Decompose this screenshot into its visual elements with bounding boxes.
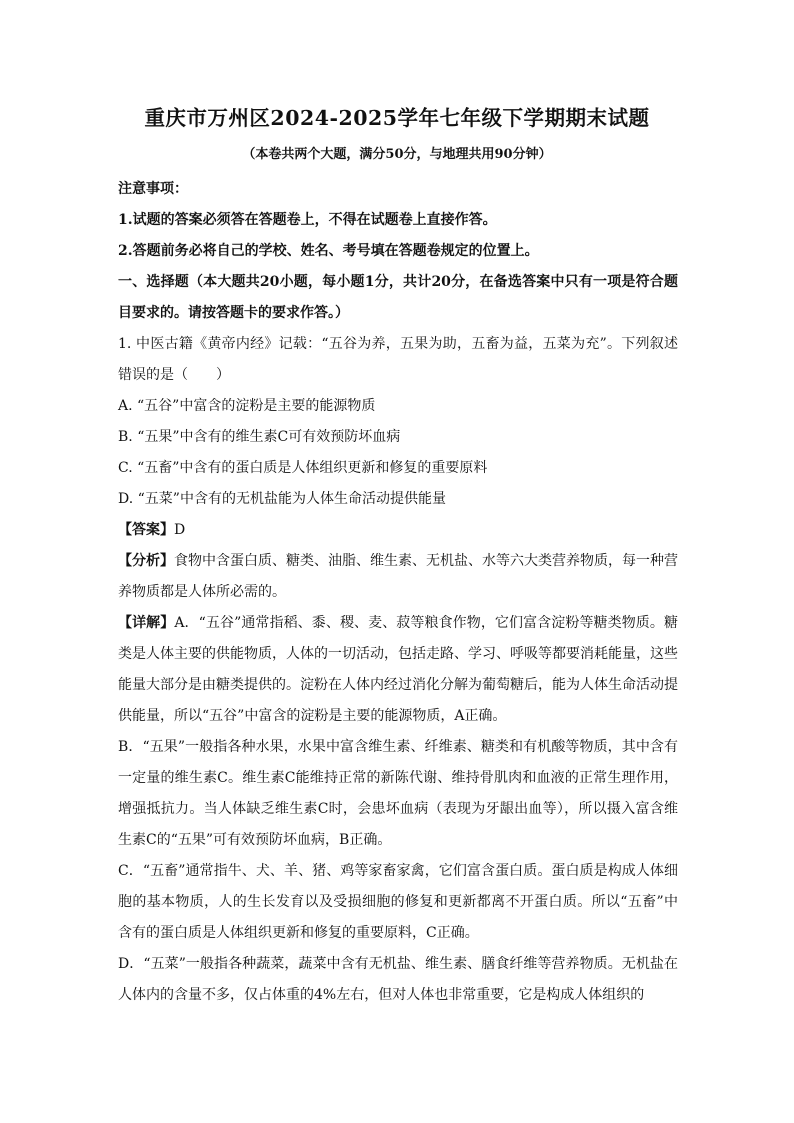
question-stem: 1. 中医古籍《黄帝内经》记载：“五谷为养，五果为助，五畜为益，五菜为充”。下列叙述错误的是（ ） (118, 336, 678, 383)
notice-item-1: 1.试题的答案必须答在答题卷上，不得在试题卷上直接作答。 (118, 212, 497, 228)
analysis-tag: 【分析】 (118, 553, 174, 569)
detail-paragraph-b: B．“五果”一般指各种水果，水果中富含维生素、纤维素、糖类和有机酸等物质，其中含有一定量的维生素C。维生素C能维持正常的新陈代谢、维持骨肌肉和血液的正常生理作用，增强抵抗力。当人体缺乏维生素C时，会患坏血病（表现为牙龈出血等），所以摄入富含维生素C的“五果”可有效预防坏血病，B正确。 (118, 739, 678, 848)
analysis-text: 食物中含蛋白质、糖类、油脂、维生素、无机盐、水等六大类营养物质，每一种营养物质都是人体所必需的。 (118, 553, 678, 600)
detail-text-a: A．“五谷”通常指稻、黍、稷、麦、菽等粮食作物，它们富含淀粉等糖类物质。糖类是人体主要的供能物质，人体的一切活动，包括走路、学习、呼吸等都要消耗能量，这些能量大部分是由糖类提供的。淀粉在人体内经过消化分解为葡萄糖后，能为人体生命活动提供能量，所以“五谷”中富含的淀粉是主要的能源物质，A正确。 (118, 615, 678, 724)
notice-heading: 注意事项： (118, 181, 188, 197)
notice-item-2: 2.答题前务必将自己的学校、姓名、考号填在答题卷规定的位置上。 (118, 243, 539, 259)
document-body (118, 174, 678, 1011)
section-heading: 一、选择题（本大题共20小题，每小题1分，共计20分，在备选答案中只有一项是符合题目要求的。请按答题卡的要求作答。） (118, 274, 678, 321)
option-d: D. “五菜”中含有的无机盐能为人体生命活动提供能量 (118, 491, 446, 507)
detail-paragraph-d: D．“五菜”一般指各种蔬菜，蔬菜中含有无机盐、维生素、膳食纤维等营养物质。无机盐在人体内的含量不多，仅占体重的4%左右，但对人体也非常重要，它是构成人体组织的 (118, 956, 678, 1003)
detail-paragraph-c: C．“五畜”通常指牛、犬、羊、猪、鸡等家畜家禽，它们富含蛋白质。蛋白质是构成人体细胞的基本物质，人的生长发育以及受损细胞的修复和更新都离不开蛋白质。所以“五畜”中含有的蛋白质是人体组织更新和修复的重要原料，C正确。 (118, 863, 678, 941)
option-b: B. “五果”中含有的维生素C可有效预防坏血病 (118, 429, 401, 445)
analysis-paragraph (118, 546, 678, 608)
detail-tag: 【详解】 (118, 615, 175, 631)
answer-value: D (174, 522, 186, 538)
answer-tag: 【答案】 (118, 522, 174, 538)
answer-line (118, 515, 678, 546)
page-title: 重庆市万州区2024-2025学年七年级下学期期末试题 (144, 106, 650, 130)
page-subtitle: （本卷共两个大题，满分50分，与地理共用90分钟） (242, 147, 552, 162)
option-c: C. “五畜”中含有的蛋白质是人体组织更新和修复的重要原料 (118, 460, 488, 476)
option-a: A. “五谷”中富含的淀粉是主要的能源物质 (118, 398, 376, 414)
detail-paragraph-a (118, 608, 678, 732)
